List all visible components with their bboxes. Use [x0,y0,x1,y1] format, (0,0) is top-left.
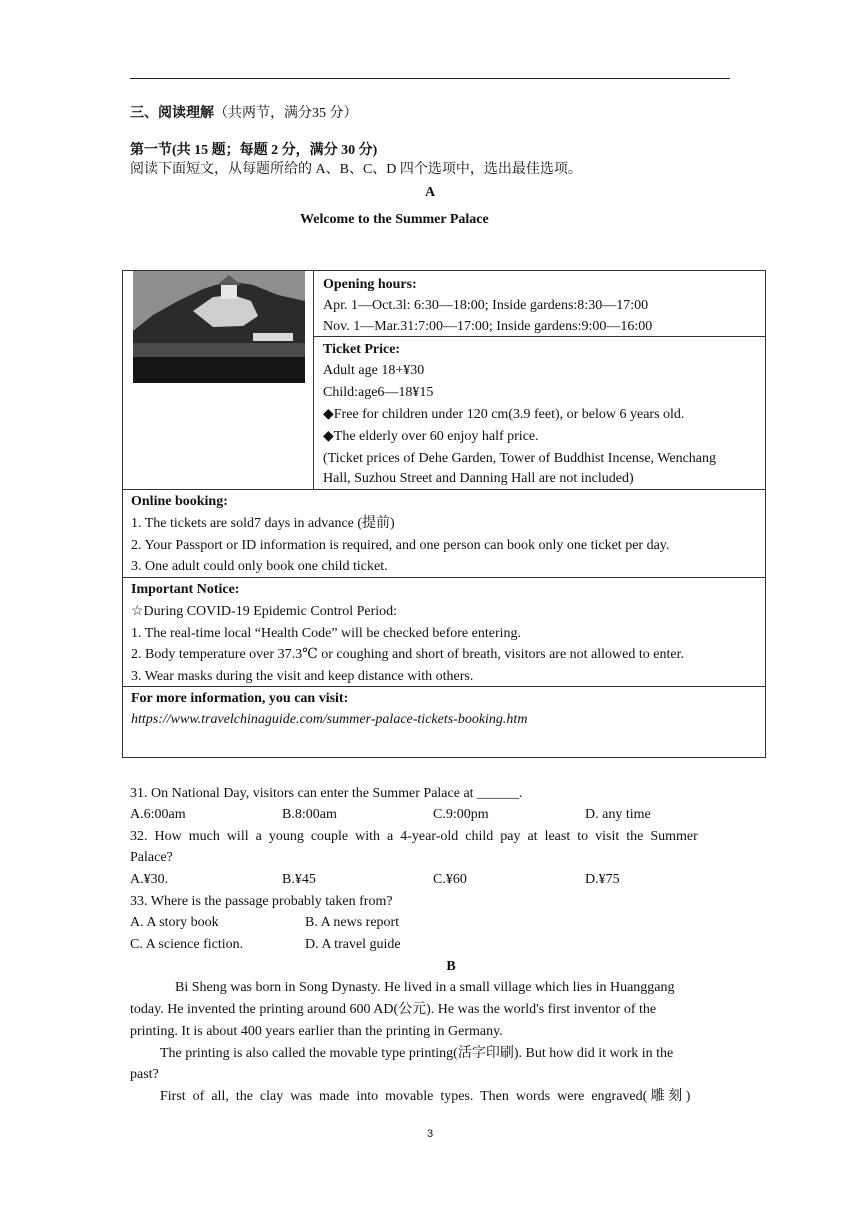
q31-option-c: C.9:00pm [433,807,489,822]
table-divider-vertical [313,271,314,489]
photo-image [133,271,305,383]
online-booking-item-1: 1. The tickets are sold7 days in advance (提前) [131,516,395,531]
notice-item-1: 1. The real-time local “Health Code” will be checked before entering. [131,626,522,641]
passage-b-p1-line-2: today. He invented the printing around 600 AD(公元). He was the world's first inventor of the [130,1002,657,1017]
ticket-price-note-2: Hall, Suzhou Street and Danning Hall are not included) [323,471,634,486]
ticket-price-adult: Adult age 18+¥30 [323,363,425,378]
passage-a-title: Welcome to the Summer Palace [300,212,489,227]
passage-b-p2-line-1: The printing is also called the movable type printing(活字印刷). But how did it work in the [160,1046,674,1061]
header-rule [130,78,730,79]
online-booking-item-2: 2. Your Passport or ID information is required, and one person can book only one ticket per day. [131,538,670,553]
q32-stem-line-1: 32. How much will a young couple with a 4-year-old child pay at least to visit the Summer [130,829,698,844]
opening-hours-line-1: Apr. 1—Oct.3l: 6:30—18:00; Inside gardens:8:30—17:00 [323,298,649,313]
q32-stem-line-2: Palace? [130,850,173,865]
section-title-note: （共两节，满分35 分） [214,106,358,121]
ticket-price-child: Child:age6—18¥15 [323,385,434,400]
notice-heading: Important Notice: [131,582,240,597]
opening-hours-line-2: Nov. 1—Mar.31:7:00—17:00; Inside gardens:9:00—16:00 [323,319,653,334]
passage-a-letter: A [424,185,436,200]
q32-option-a: A.¥30. [130,872,169,887]
q32-option-b: B.¥45 [282,872,316,887]
ticket-price-elderly: ◆The elderly over 60 enjoy half price. [323,429,539,444]
ticket-price-free: ◆Free for children under 120 cm(3.9 feet), or below 6 years old. [323,407,685,422]
instruction: 阅读下面短文，从每题所给的 A、B、C、D 四个选项中，选出最佳选项。 [130,162,582,177]
online-booking-heading: Online booking: [131,494,228,509]
q32-option-d: D.¥75 [585,872,620,887]
passage-b-p3-line-1: First of all, the clay was made into movable types. Then words were engraved( 雕 刻 ) [160,1089,691,1104]
part-title: 第一节(共 15 题；每题 2 分，满分 30 分) [130,143,378,158]
q31-option-a: A.6:00am [130,807,186,822]
notice-period: ☆During COVID-19 Epidemic Control Period: [131,604,398,619]
section-heading [130,104,358,124]
q32-option-c: C.¥60 [433,872,467,887]
online-booking-item-3: 3. One adult could only book one child ticket. [131,559,388,574]
passage-b-p2-line-2: past? [130,1067,159,1082]
q33-option-d: D. A travel guide [305,937,401,952]
notice-item-2: 2. Body temperature over 37.3℃ or coughing and short of breath, visitors are not allowed to enter. [131,647,684,662]
passage-b-p1-line-1: Bi Sheng was born in Song Dynasty. He lived in a small village which lies in Huanggang [175,980,675,995]
notice-item-3: 3. Wear masks during the visit and keep distance with others. [131,669,474,684]
q33-option-a: A. A story book [130,915,219,930]
q33-option-b: B. A news report [305,915,400,930]
page-number: 3 [426,1128,434,1140]
q31-stem: 31. On National Day, visitors can enter the Summer Palace at ______. [130,786,523,801]
opening-hours-heading: Opening hours: [323,277,417,292]
q33-option-c: C. A science fiction. [130,937,244,952]
more-info-url[interactable]: https://www.travelchinaguide.com/summer-palace-tickets-booking.htm [131,712,528,727]
ticket-price-note-1: (Ticket prices of Dehe Garden, Tower of Buddhist Incense, Wenchang [323,451,717,466]
q31-option-b: B.8:00am [282,807,337,822]
summer-palace-photo [133,271,305,383]
passage-b-p1-line-3: printing. It is about 400 years earlier than the printing in Germany. [130,1024,503,1039]
q31-option-d: D. any time [585,807,651,822]
ticket-price-heading: Ticket Price: [323,342,401,357]
more-info-heading: For more information, you can visit: [131,691,349,706]
q33-stem: 33. Where is the passage probably taken from? [130,894,393,909]
passage-b-letter: B [446,959,456,974]
info-table [122,270,766,758]
section-title: 三、阅读理解 [130,106,214,121]
